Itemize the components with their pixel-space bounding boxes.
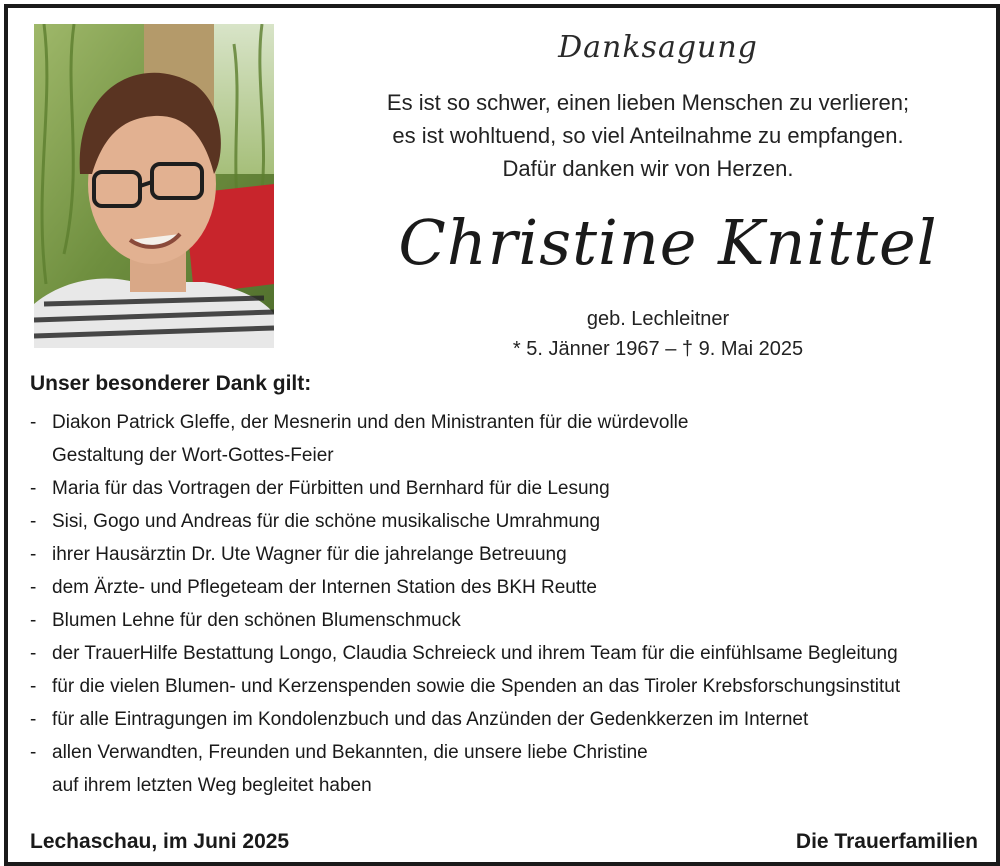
list-dash: -: [30, 709, 37, 730]
list-item: [30, 670, 990, 703]
list-dash: -: [30, 478, 37, 499]
verse-line: Es ist so schwer, einen lieben Menschen zu verlieren;: [386, 90, 910, 115]
list-dash: -: [30, 676, 37, 697]
signature-families: Die Trauerfamilien: [795, 830, 978, 853]
obituary-notice-frame: [4, 4, 1000, 866]
list-item-text: für die vielen Blumen- und Kerzenspenden sowie die Spenden an das Tiroler Krebsforschungsinstitut: [52, 676, 901, 697]
heading-danksagung: Danksagung: [558, 30, 758, 65]
thanks-heading: Unser besonderer Dank gilt:: [30, 372, 312, 395]
condolence-verse: [308, 86, 988, 185]
thanks-list: [30, 406, 990, 802]
list-item-text: Gestaltung der Wort-Gottes-Feier: [52, 445, 334, 466]
list-item-text: für alle Eintragungen im Kondolenzbuch und das Anzünden der Gedenkkerzen im Internet: [52, 709, 809, 730]
list-item-continuation: [30, 769, 990, 802]
list-item: [30, 703, 990, 736]
list-item-text: Blumen Lehne für den schönen Blumenschmuck: [52, 610, 461, 631]
list-item-text: dem Ärzte- und Pflegeteam der Internen Station des BKH Reutte: [52, 577, 597, 598]
deceased-name: Christine Knittel: [398, 206, 938, 279]
life-dates: * 5. Jänner 1967 – † 9. Mai 2025: [512, 338, 804, 360]
list-item-text: allen Verwandten, Freunden und Bekannten, die unsere liebe Christine: [52, 742, 648, 763]
birth-name: geb. Lechleitner: [586, 308, 730, 330]
verse-line: es ist wohltuend, so viel Anteilnahme zu empfangen.: [392, 123, 904, 148]
place-date: Lechaschau, im Juni 2025: [30, 830, 290, 853]
list-dash: -: [30, 577, 37, 598]
list-item: [30, 637, 990, 670]
list-item-text: Diakon Patrick Gleffe, der Mesnerin und den Ministranten für die würdevolle: [52, 412, 689, 433]
list-item-text: Sisi, Gogo und Andreas für die schöne musikalische Umrahmung: [52, 511, 601, 532]
list-dash: -: [30, 544, 37, 565]
list-dash: -: [30, 643, 37, 664]
list-item-text: Maria für das Vortragen der Fürbitten und Bernhard für die Lesung: [52, 478, 610, 499]
list-dash: -: [30, 742, 37, 763]
list-item: [30, 736, 990, 769]
list-dash: -: [30, 511, 37, 532]
list-item-text: ihrer Hausärztin Dr. Ute Wagner für die jahrelange Betreuung: [52, 544, 567, 565]
list-item: [30, 604, 990, 637]
list-item: [30, 538, 990, 571]
list-item: [30, 406, 990, 439]
list-item: [30, 571, 990, 604]
list-item-text: der TrauerHilfe Bestattung Longo, Claudia Schreieck und ihrem Team für die einfühlsame Begleitung: [52, 643, 898, 664]
list-item-continuation: [30, 439, 990, 472]
list-dash: -: [30, 610, 37, 631]
list-item: [30, 505, 990, 538]
portrait-photo: [34, 24, 274, 348]
list-item: [30, 472, 990, 505]
verse-line: Dafür danken wir von Herzen.: [502, 156, 794, 181]
list-dash: -: [30, 412, 37, 433]
list-item-text: auf ihrem letzten Weg begleitet haben: [52, 775, 372, 796]
